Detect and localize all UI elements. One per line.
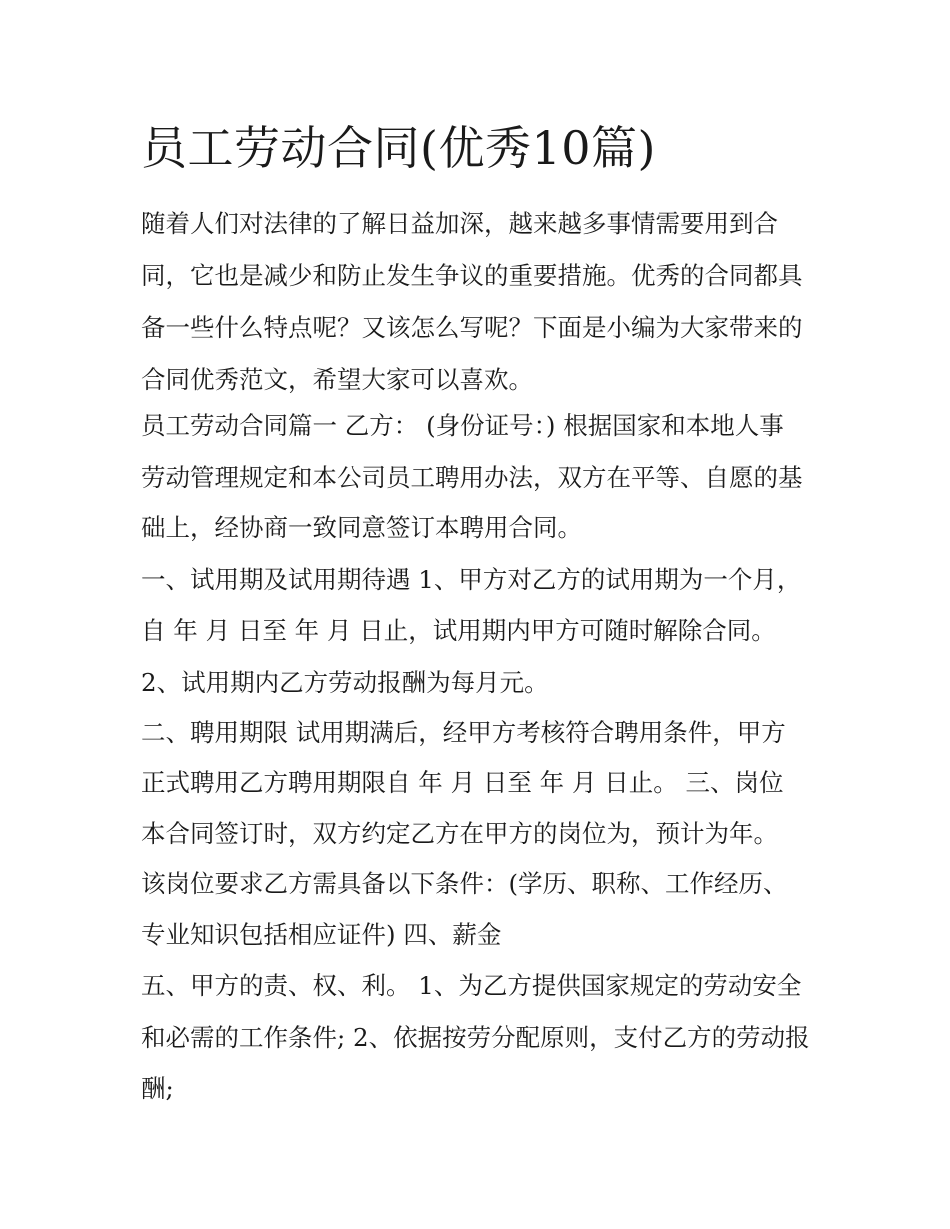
body-line: 合同优秀范文，希望大家可以喜欢。: [141, 365, 533, 394]
body-line: 同，它也是减少和防止发生争议的重要措施。优秀的合同都具: [141, 261, 803, 290]
body-line: 员工劳动合同篇一 乙方： (身份证号：) 根据国家和本地人事: [141, 411, 784, 440]
body-line: 正式聘用乙方聘用期限自 年 月 日至 年 月 日止。 三、岗位: [141, 768, 784, 797]
body-line: 二、聘用期限 试用期满后，经甲方考核符合聘用条件，甲方: [141, 718, 786, 747]
body-line: 和必需的工作条件; 2、依据按劳分配原则，支付乙方的劳动报: [141, 1023, 810, 1052]
body-line: 专业知识包括相应证件) 四、薪金: [141, 920, 502, 949]
body-line: 随着人们对法律的了解日益加深，越来越多事情需要用到合: [141, 209, 778, 238]
document-title: 员工劳动合同(优秀10篇): [141, 121, 656, 175]
body-line: 2、试用期内乙方劳动报酬为每月元。: [141, 668, 549, 697]
body-line: 备一些什么特点呢？又该怎么写呢？下面是小编为大家带来的: [141, 313, 803, 342]
body-line: 自 年 月 日至 年 月 日止，试用期内甲方可随时解除合同。: [141, 616, 776, 645]
body-line: 劳动管理规定和本公司员工聘用办法，双方在平等、自愿的基: [141, 463, 803, 492]
body-line: 础上，经协商一致同意签订本聘用合同。: [141, 513, 582, 542]
body-line: 本合同签订时，双方约定乙方在甲方的岗位为，预计为年。: [141, 819, 778, 848]
body-line: 一、试用期及试用期待遇 1、甲方对乙方的试用期为一个月，: [141, 565, 802, 594]
body-line: 五、甲方的责、权、利。 1、为乙方提供国家规定的劳动安全: [141, 971, 802, 1000]
body-line: 该岗位要求乙方需具备以下条件：(学历、职称、工作经历、: [141, 869, 788, 898]
body-line: 酬;: [141, 1074, 174, 1103]
